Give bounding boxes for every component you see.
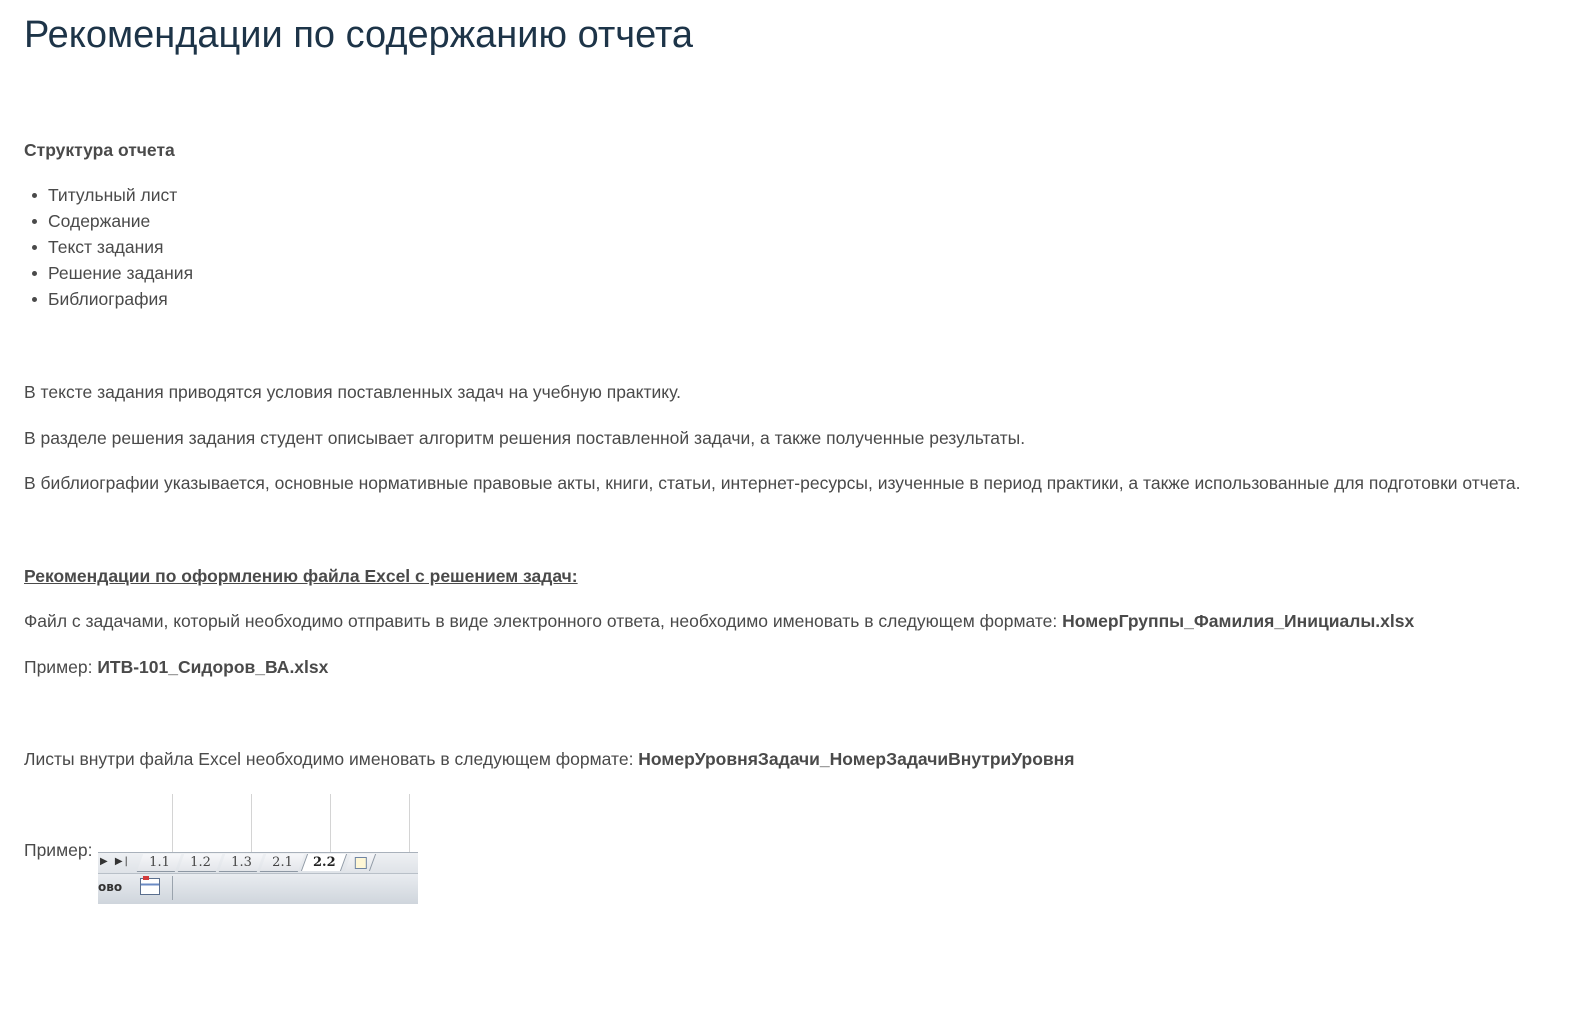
- status-text: ово: [98, 880, 123, 894]
- sheet-tab-active: 2.2: [301, 854, 347, 871]
- bibliography-paragraph: В библиографии указывается, основные нормативные правовые акты, книги, статьи, интернет-ресурсы, изученные в период практики, а также использованные для подготовки отчета.: [24, 473, 1521, 493]
- list-item: Библиография: [48, 286, 193, 312]
- sheet-naming-format: НомерУровняЗадачи_НомерЗадачиВнутриУровня: [638, 749, 1075, 769]
- list-item: Решение задания: [48, 260, 193, 286]
- solution-paragraph: В разделе решения задания студент описывает алгоритм решения поставленной задачи, а также полученные результаты.: [24, 428, 1026, 448]
- sheet-tab: 1.3: [219, 854, 264, 872]
- sheet-tab: 1.1: [137, 854, 182, 872]
- task-text-paragraph: В тексте задания приводятся условия поставленных задач на учебную практику.: [24, 382, 682, 402]
- excel-status-bar: [98, 873, 418, 904]
- sheet-naming-paragraph: [24, 749, 1074, 770]
- structure-heading: Структура отчета: [24, 140, 175, 160]
- page-title: Рекомендации по содержанию отчета: [24, 14, 694, 56]
- sheet-tab: 2.1: [260, 854, 305, 872]
- file-naming-text: Файл с задачами, который необходимо отправить в виде электронного ответа, необходимо именовать в следующем формате:: [24, 611, 1063, 631]
- list-item: Титульный лист: [48, 182, 193, 208]
- sheet-nav-arrows-icon: ▶ ▶|: [100, 856, 130, 867]
- file-example-label: Пример:: [24, 657, 98, 677]
- sheet-tab: 1.2: [178, 854, 223, 872]
- file-naming-paragraph: [24, 611, 1414, 632]
- file-example-value: ИТВ-101_Сидоров_ВА.xlsx: [97, 657, 329, 677]
- sheet-tabs-bar: [98, 852, 418, 873]
- excel-sheet-tabs-image: [98, 794, 418, 910]
- list-item: Содержание: [48, 208, 193, 234]
- status-separator: [172, 876, 173, 900]
- grid-line: [409, 794, 410, 854]
- grid-line: [172, 794, 173, 854]
- sheet-naming-text: Листы внутри файла Excel необходимо именовать в следующем формате:: [24, 749, 639, 769]
- list-item: Текст задания: [48, 234, 193, 260]
- excel-section-heading: Рекомендации по оформлению файла Excel с решением задач:: [24, 566, 578, 586]
- file-naming-format: НомерГруппы_Фамилия_Инициалы.xlsx: [1062, 611, 1415, 631]
- insert-sheet-icon: [345, 854, 376, 871]
- sheet-example-label: Пример:: [24, 840, 93, 860]
- structure-list: [24, 182, 193, 312]
- spreadsheet-grid: [98, 794, 418, 854]
- page-layout-icon: [140, 878, 160, 895]
- file-example-paragraph: [24, 657, 328, 678]
- grid-line: [330, 794, 331, 854]
- grid-line: [251, 794, 252, 854]
